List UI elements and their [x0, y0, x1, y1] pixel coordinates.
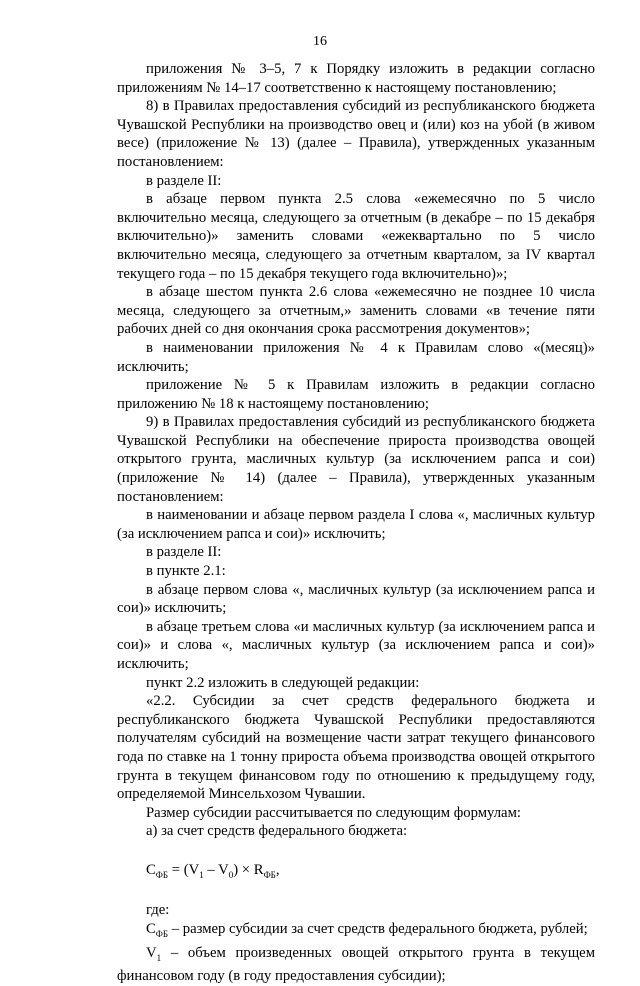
paragraph: в абзаце третьем слова «и масличных культур (за исключением рапса и сои)» и слова «, масличных культур (за исключением рапса и сои)» исключить;: [117, 618, 595, 672]
paragraph: в пункте 2.1:: [146, 563, 226, 580]
paragraph: 8) в Правилах предоставления субсидий из республиканского бюджета Чувашской Республики на производство овец и (или) коз на убой (в живом весе) (приложение № 13) (далее – Правила), утвержденных указанным постановлением:: [117, 98, 595, 170]
paragraph: приложение № 5 к Правилам изложить в редакции согласно приложению № 18 к настоящему постановлению;: [117, 377, 595, 412]
paragraph: Размер субсидии рассчитывается по следующим формулам:: [146, 804, 521, 821]
paragraph: «2.2. Субсидии за счет средств федерального бюджета и республиканского бюджета Чувашской Республики предоставляются получателям субсидий на возмещение части затрат текущего финансового года по ставке на 1 тонну прироста объема производства овощей открытого грунта в текущем финансовом году по отношению к предыдущему году, определяемой Минсельхозом Чувашии.: [117, 693, 595, 803]
paragraph: в абзаце первом пункта 2.5 слова «ежемесячно по 5 число включительно месяца, следующего за отчетным (в декабре – по 15 декабря включительно)» заменить словами «ежеквартально по 5 число включительно месяца, следующего за отчетным кварталом, за IV квартал текущего года – по 15 декабря текущего года включительно)»;: [117, 191, 595, 282]
definition: $V_1$ – объем произведенных овощей открытого грунта в текущем финансовом году (в году предоставления субсидии);: [117, 944, 595, 985]
paragraph: в наименовании и абзаце первом раздела I слова «, масличных культур (за исключением рапса и сои)» исключить;: [117, 507, 595, 542]
where-label: где:: [146, 902, 170, 919]
paragraph: пункт 2.2 изложить в следующей редакции:: [146, 674, 420, 691]
paragraph: 9) в Правилах предоставления субсидий из республиканского бюджета Чувашской Республики на обеспечение прироста производства овощей открытого грунта, масличных культур (за исключением рапса и сои) (приложение № 14) (далее – Правила), утвержденных указанным постановлением:: [117, 414, 595, 505]
formula: $С_{ФБ} = (V_1 - V_0) \times R_{ФБ}$,: [146, 861, 280, 880]
paragraph: в разделе II:: [146, 172, 222, 189]
definition: $С_{ФБ}$ – размер субсидии за счет средств федерального бюджета, рублей;: [146, 921, 588, 939]
paragraph: в абзаце шестом пункта 2.6 слова «ежемесячно не позднее 10 числа месяца, следующего за отчетным,» заменить словами «в течение пяти рабочих дней со дня окончания срока рассмотрения документов»;: [117, 284, 595, 338]
page-number: 16: [313, 34, 327, 49]
paragraph: в разделе II:: [146, 544, 222, 561]
document-body: [117, 60, 595, 986]
paragraph: в абзаце первом слова «, масличных культур (за исключением рапса и сои)» исключить;: [117, 581, 595, 617]
paragraph: а) за счет средств федерального бюджета:: [146, 823, 408, 840]
paragraph: в наименовании приложения № 4 к Правилам слово «(месяц)» исключить;: [117, 339, 595, 375]
paragraph: приложения № 3–5, 7 к Порядку изложить в редакции согласно приложениям № 14–17 соответственно к настоящему постановлению;: [117, 61, 595, 96]
